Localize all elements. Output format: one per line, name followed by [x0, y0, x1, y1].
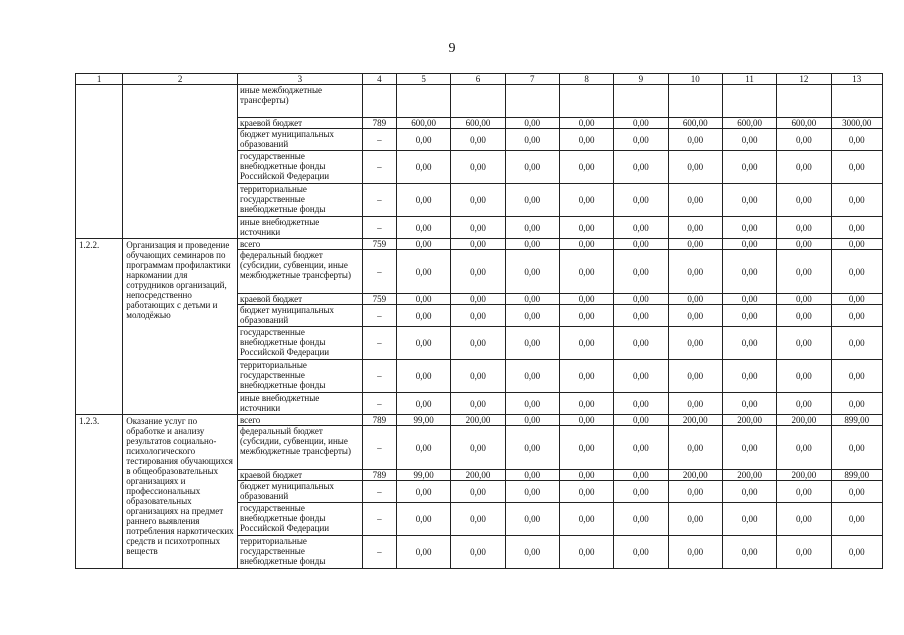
value-cell: 0,00	[451, 239, 505, 250]
value-cell: 200,00	[668, 415, 722, 426]
funding-source-cell: иные внебюджетные источники	[237, 217, 362, 239]
value-cell: 0,00	[614, 415, 668, 426]
value-cell: 200,00	[451, 470, 505, 481]
value-cell: 0,00	[831, 503, 882, 536]
value-cell: 0,00	[559, 118, 613, 129]
value-cell: 0,00	[831, 481, 882, 503]
value-cell: 0,00	[396, 426, 450, 470]
value-cell: 0,00	[614, 129, 668, 151]
value-cell: 0,00	[831, 294, 882, 305]
column-number-row	[76, 74, 883, 85]
table-row	[76, 239, 883, 250]
item-number-cell	[76, 85, 123, 239]
item-title-cell: Организация и проведение обучающих семинаров по программам профилактики наркомании для сотрудников организаций, непосредственно работающих с детьми и молодёжью	[123, 239, 238, 415]
value-cell: 600,00	[668, 118, 722, 129]
value-cell: 99,00	[396, 415, 450, 426]
value-cell	[831, 85, 882, 118]
value-cell: 0,00	[451, 536, 505, 569]
value-cell: 0,00	[722, 217, 776, 239]
value-cell	[559, 85, 613, 118]
code-cell: –	[362, 305, 396, 327]
value-cell: 0,00	[451, 151, 505, 184]
value-cell: 0,00	[722, 250, 776, 294]
value-cell: 0,00	[396, 294, 450, 305]
value-cell: 0,00	[722, 327, 776, 360]
value-cell: 0,00	[451, 503, 505, 536]
value-cell: 0,00	[505, 129, 559, 151]
value-cell: 0,00	[505, 184, 559, 217]
value-cell: 0,00	[831, 305, 882, 327]
value-cell	[396, 85, 450, 118]
value-cell: 0,00	[451, 327, 505, 360]
value-cell: 0,00	[505, 426, 559, 470]
value-cell: 0,00	[614, 360, 668, 393]
value-cell: 0,00	[614, 536, 668, 569]
value-cell: 0,00	[722, 426, 776, 470]
value-cell: 0,00	[451, 250, 505, 294]
funding-source-cell: бюджет муниципальных образований	[237, 305, 362, 327]
value-cell: 0,00	[668, 536, 722, 569]
code-cell: –	[362, 426, 396, 470]
value-cell: 0,00	[559, 426, 613, 470]
code-cell: –	[362, 327, 396, 360]
value-cell: 200,00	[722, 470, 776, 481]
value-cell: 0,00	[505, 305, 559, 327]
value-cell: 0,00	[614, 250, 668, 294]
value-cell: 0,00	[668, 393, 722, 415]
value-cell: 0,00	[831, 151, 882, 184]
funding-source-cell: краевой бюджет	[237, 470, 362, 481]
value-cell	[505, 85, 559, 118]
column-number-4: 4	[362, 74, 396, 85]
value-cell	[614, 85, 668, 118]
value-cell: 0,00	[722, 239, 776, 250]
value-cell: 0,00	[777, 305, 831, 327]
value-cell: 0,00	[396, 503, 450, 536]
column-number-3: 3	[237, 74, 362, 85]
value-cell: 0,00	[559, 305, 613, 327]
value-cell: 0,00	[505, 503, 559, 536]
value-cell: 0,00	[668, 129, 722, 151]
value-cell: 0,00	[451, 393, 505, 415]
value-cell: 0,00	[831, 217, 882, 239]
value-cell: 0,00	[451, 184, 505, 217]
code-cell: –	[362, 481, 396, 503]
table-row	[76, 85, 883, 118]
value-cell: 0,00	[396, 536, 450, 569]
value-cell: 0,00	[722, 481, 776, 503]
table-row	[76, 415, 883, 426]
value-cell: 0,00	[559, 184, 613, 217]
value-cell: 0,00	[777, 536, 831, 569]
code-cell	[362, 85, 396, 118]
funding-source-cell: территориальные государственные внебюджетные фонды	[237, 536, 362, 569]
funding-source-cell: всего	[237, 415, 362, 426]
value-cell: 0,00	[777, 294, 831, 305]
value-cell: 0,00	[614, 151, 668, 184]
code-cell: –	[362, 393, 396, 415]
value-cell: 0,00	[559, 129, 613, 151]
value-cell: 0,00	[777, 426, 831, 470]
value-cell: 200,00	[777, 415, 831, 426]
value-cell: 0,00	[614, 481, 668, 503]
value-cell: 0,00	[777, 393, 831, 415]
value-cell: 600,00	[451, 118, 505, 129]
funding-source-cell: всего	[237, 239, 362, 250]
value-cell: 0,00	[614, 426, 668, 470]
value-cell: 0,00	[668, 250, 722, 294]
column-number-2: 2	[123, 74, 238, 85]
value-cell: 0,00	[831, 360, 882, 393]
code-cell: 759	[362, 239, 396, 250]
value-cell: 0,00	[396, 481, 450, 503]
value-cell: 0,00	[505, 239, 559, 250]
value-cell: 0,00	[559, 415, 613, 426]
value-cell: 0,00	[396, 239, 450, 250]
item-number-cell: 1.2.3.	[76, 415, 123, 569]
value-cell: 0,00	[505, 294, 559, 305]
budget-table	[75, 73, 883, 569]
code-cell: 759	[362, 294, 396, 305]
funding-source-cell: бюджет муниципальных образований	[237, 129, 362, 151]
value-cell: 0,00	[451, 426, 505, 470]
value-cell	[451, 85, 505, 118]
value-cell: 0,00	[559, 217, 613, 239]
value-cell: 0,00	[722, 393, 776, 415]
value-cell: 0,00	[396, 305, 450, 327]
value-cell: 0,00	[614, 305, 668, 327]
value-cell: 3000,00	[831, 118, 882, 129]
column-number-9: 9	[614, 74, 668, 85]
value-cell: 0,00	[777, 239, 831, 250]
funding-source-cell: федеральный бюджет (субсидии, субвенции, иные межбюджетные трансферты)	[237, 250, 362, 294]
value-cell: 0,00	[505, 470, 559, 481]
value-cell: 0,00	[505, 360, 559, 393]
table-body	[76, 74, 883, 569]
value-cell: 200,00	[777, 470, 831, 481]
value-cell: 0,00	[722, 360, 776, 393]
value-cell: 0,00	[777, 360, 831, 393]
value-cell: 0,00	[722, 129, 776, 151]
code-cell: –	[362, 360, 396, 393]
value-cell: 0,00	[831, 393, 882, 415]
value-cell: 0,00	[559, 151, 613, 184]
value-cell: 0,00	[831, 250, 882, 294]
value-cell: 0,00	[396, 327, 450, 360]
value-cell: 0,00	[722, 151, 776, 184]
value-cell: 0,00	[505, 118, 559, 129]
item-title-cell: Оказание услуг по обработке и анализу результатов социально-психологического тестирования обучающихся в общеобразовательных организациях и профессиональных образовательных организациях на предмет раннего выявления потребления наркотических средств и психотропных веществ	[123, 415, 238, 569]
value-cell: 0,00	[614, 217, 668, 239]
value-cell: 0,00	[614, 327, 668, 360]
value-cell: 0,00	[722, 184, 776, 217]
code-cell: –	[362, 217, 396, 239]
item-title-cell	[123, 85, 238, 239]
value-cell: 0,00	[614, 239, 668, 250]
funding-source-cell: иные межбюджетные трансферты)	[237, 85, 362, 118]
value-cell: 899,00	[831, 415, 882, 426]
column-number-5: 5	[396, 74, 450, 85]
value-cell: 0,00	[777, 151, 831, 184]
value-cell: 0,00	[614, 503, 668, 536]
value-cell: 0,00	[451, 294, 505, 305]
value-cell: 0,00	[451, 217, 505, 239]
value-cell: 0,00	[668, 426, 722, 470]
code-cell: –	[362, 536, 396, 569]
value-cell: 0,00	[396, 360, 450, 393]
value-cell: 0,00	[668, 151, 722, 184]
value-cell: 0,00	[505, 536, 559, 569]
value-cell: 0,00	[668, 294, 722, 305]
value-cell: 0,00	[668, 327, 722, 360]
value-cell: 0,00	[722, 503, 776, 536]
value-cell: 0,00	[451, 360, 505, 393]
value-cell: 0,00	[668, 184, 722, 217]
funding-source-cell: краевой бюджет	[237, 294, 362, 305]
code-cell: –	[362, 129, 396, 151]
funding-source-cell: территориальные государственные внебюджетные фонды	[237, 360, 362, 393]
value-cell: 600,00	[722, 118, 776, 129]
value-cell: 0,00	[396, 217, 450, 239]
value-cell: 200,00	[668, 470, 722, 481]
value-cell: 99,00	[396, 470, 450, 481]
value-cell: 0,00	[451, 481, 505, 503]
value-cell: 0,00	[559, 393, 613, 415]
funding-source-cell: государственные внебюджетные фонды Российской Федерации	[237, 151, 362, 184]
value-cell: 600,00	[777, 118, 831, 129]
value-cell: 0,00	[559, 327, 613, 360]
column-number-10: 10	[668, 74, 722, 85]
column-number-8: 8	[559, 74, 613, 85]
value-cell: 0,00	[559, 470, 613, 481]
column-number-12: 12	[777, 74, 831, 85]
value-cell: 0,00	[559, 536, 613, 569]
value-cell: 0,00	[614, 184, 668, 217]
code-cell: 789	[362, 118, 396, 129]
value-cell: 0,00	[559, 250, 613, 294]
funding-source-cell: бюджет муниципальных образований	[237, 481, 362, 503]
value-cell: 0,00	[777, 217, 831, 239]
value-cell: 0,00	[451, 305, 505, 327]
value-cell: 0,00	[831, 426, 882, 470]
column-number-1: 1	[76, 74, 123, 85]
value-cell	[777, 85, 831, 118]
value-cell: 0,00	[559, 481, 613, 503]
value-cell: 600,00	[396, 118, 450, 129]
value-cell: 0,00	[396, 184, 450, 217]
funding-source-cell: территориальные государственные внебюджетные фонды	[237, 184, 362, 217]
column-number-7: 7	[505, 74, 559, 85]
value-cell: 200,00	[451, 415, 505, 426]
value-cell: 0,00	[668, 481, 722, 503]
value-cell: 200,00	[722, 415, 776, 426]
value-cell: 0,00	[668, 503, 722, 536]
value-cell: 0,00	[505, 217, 559, 239]
funding-source-cell: федеральный бюджет (субсидии, субвенции, иные межбюджетные трансферты)	[237, 426, 362, 470]
value-cell: 0,00	[722, 305, 776, 327]
value-cell: 0,00	[777, 184, 831, 217]
item-number-cell: 1.2.2.	[76, 239, 123, 415]
value-cell: 0,00	[777, 129, 831, 151]
value-cell: 0,00	[559, 503, 613, 536]
value-cell: 0,00	[831, 239, 882, 250]
code-cell: 789	[362, 415, 396, 426]
funding-source-cell: государственные внебюджетные фонды Российской Федерации	[237, 327, 362, 360]
value-cell: 0,00	[505, 415, 559, 426]
value-cell: 0,00	[505, 481, 559, 503]
value-cell: 0,00	[668, 217, 722, 239]
code-cell: –	[362, 503, 396, 536]
value-cell: 0,00	[396, 129, 450, 151]
value-cell: 0,00	[722, 294, 776, 305]
value-cell: 0,00	[614, 393, 668, 415]
value-cell: 0,00	[831, 536, 882, 569]
value-cell: 0,00	[722, 536, 776, 569]
value-cell: 0,00	[614, 470, 668, 481]
value-cell: 0,00	[614, 118, 668, 129]
column-number-11: 11	[722, 74, 776, 85]
value-cell: 0,00	[559, 294, 613, 305]
value-cell: 0,00	[505, 327, 559, 360]
value-cell: 0,00	[559, 239, 613, 250]
value-cell: 0,00	[505, 393, 559, 415]
value-cell: 0,00	[505, 250, 559, 294]
value-cell: 0,00	[777, 250, 831, 294]
funding-source-cell: иные внебюджетные источники	[237, 393, 362, 415]
value-cell: 0,00	[505, 151, 559, 184]
value-cell: 0,00	[668, 239, 722, 250]
value-cell: 0,00	[777, 503, 831, 536]
code-cell: 789	[362, 470, 396, 481]
value-cell: 0,00	[831, 129, 882, 151]
value-cell: 0,00	[668, 360, 722, 393]
column-number-13: 13	[831, 74, 882, 85]
value-cell: 0,00	[668, 305, 722, 327]
value-cell: 0,00	[559, 360, 613, 393]
value-cell: 899,00	[831, 470, 882, 481]
value-cell: 0,00	[396, 393, 450, 415]
value-cell: 0,00	[451, 129, 505, 151]
code-cell: –	[362, 151, 396, 184]
value-cell: 0,00	[396, 250, 450, 294]
value-cell: 0,00	[831, 327, 882, 360]
value-cell: 0,00	[831, 184, 882, 217]
value-cell: 0,00	[777, 327, 831, 360]
code-cell: –	[362, 184, 396, 217]
value-cell: 0,00	[777, 481, 831, 503]
funding-source-cell: государственные внебюджетные фонды Российской Федерации	[237, 503, 362, 536]
value-cell	[668, 85, 722, 118]
funding-source-cell: краевой бюджет	[237, 118, 362, 129]
column-number-6: 6	[451, 74, 505, 85]
code-cell: –	[362, 250, 396, 294]
value-cell	[722, 85, 776, 118]
value-cell: 0,00	[614, 294, 668, 305]
page-number: 9	[448, 41, 456, 56]
value-cell: 0,00	[396, 151, 450, 184]
